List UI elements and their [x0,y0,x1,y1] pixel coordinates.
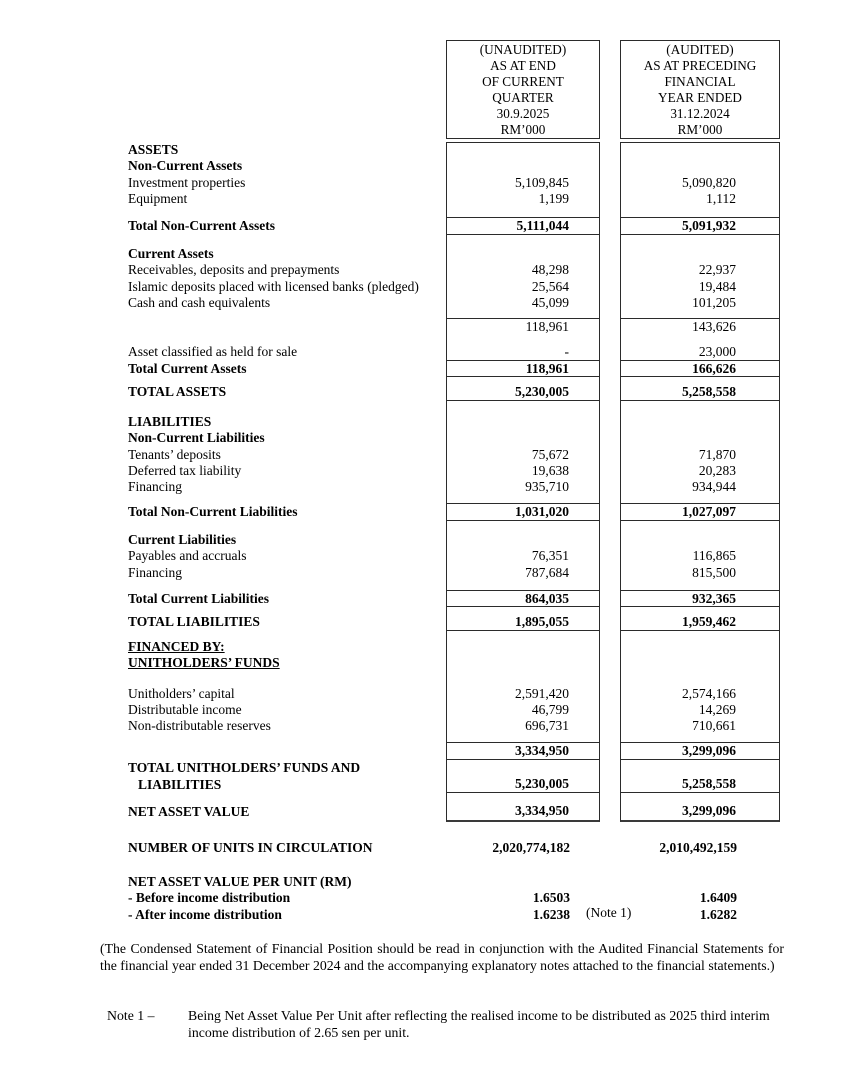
value-preceding: 1,959,462 [620,613,780,631]
value-preceding: 71,870 [620,447,780,463]
row-total-non-current-assets [0,217,849,235]
value-preceding: 22,937 [620,262,780,278]
statement-footnote: (The Condensed Statement of Financial Position should be read in conjunction with the Audited Financial Statements for the financial year ended 31 December 2024 and the accompanying explanatory notes attached to the financial statements.) [100,941,784,974]
row-label: Total Non-Current Assets [128,218,276,234]
row-units-in-circulation [0,840,849,857]
statement-table [0,142,849,923]
value-current: 1,895,055 [446,613,600,631]
row-label: Receivables, deposits and prepayments [128,262,340,278]
value-current: 118,961 [446,318,600,335]
row-label: Equipment [128,191,188,207]
value-preceding: 2,010,492,159 [659,840,737,856]
spacer-row [0,401,849,414]
header-line: FINANCIAL [664,74,736,90]
row-label: Total Current Assets [128,360,247,376]
section-heading: UNITHOLDERS’ FUNDS [128,655,280,671]
row-unitholders-capital [0,686,849,702]
row-label: Total Non-Current Liabilities [128,504,298,520]
row-label: Payables and accruals [128,548,247,564]
value-current: 76,351 [446,548,600,564]
spacer-row [0,581,849,590]
row-net-asset-value [0,802,849,822]
row-label: Deferred tax liability [128,462,242,478]
header-line: AS AT PRECEDING [643,58,757,74]
row-tenants-deposits [0,447,849,463]
subsection-heading: Non-Current Assets [128,158,243,174]
row-label: - Before income distribution [128,890,291,906]
row-total-current-liabilities [0,590,849,608]
spacer-row [0,734,849,742]
value-preceding: 1.6409 [699,890,737,906]
spacer-row [0,495,849,503]
value-preceding: 5,258,558 [620,776,780,793]
row-unitholders-funds-heading [0,655,849,671]
row-nav-after-distribution [0,906,849,922]
row-label: Financing [128,564,182,580]
value-current: 864,035 [446,590,600,608]
value-current: 45,099 [446,295,600,311]
value-preceding: 5,091,932 [620,217,780,235]
spacer-row [0,335,849,344]
spacer-row [0,793,849,802]
note-1-reference: (Note 1) [586,905,632,920]
spacer-row [0,631,849,639]
header-currency-unit: RM’000 [677,122,723,138]
subsection-heading: Current Assets [128,246,214,262]
row-financed-by-heading [0,639,849,655]
row-label: TOTAL ASSETS [128,384,227,400]
row-financing-current [0,565,849,581]
spacer-row [0,521,849,532]
value-preceding: 5,258,558 [620,383,780,401]
row-islamic-deposits [0,279,849,295]
row-label: LIABILITIES [138,776,222,792]
row-label: Unitholders’ capital [128,685,235,701]
value-preceding: 143,626 [620,318,780,335]
row-investment-properties [0,175,849,191]
header-currency-unit: RM’000 [500,122,546,138]
note-1 [107,1007,788,1041]
value-current: 696,731 [446,718,600,734]
value-current: 2,020,774,182 [492,840,570,856]
value-current: 1.6238 [532,906,570,922]
value-current: 787,684 [446,565,600,581]
value-preceding: 1.6282 [699,906,737,922]
value-current: 25,564 [446,279,600,295]
row-label: Tenants’ deposits [128,446,221,462]
value-preceding: 14,269 [620,702,780,718]
row-label: TOTAL UNITHOLDERS’ FUNDS AND [128,760,361,776]
row-current-assets-heading [0,246,849,262]
row-current-liabilities-heading [0,532,849,548]
value-preceding: 3,299,096 [620,742,780,760]
value-current: 3,334,950 [446,802,600,822]
section-heading: LIABILITIES [128,414,212,430]
value-preceding: 1,112 [620,191,780,207]
value-preceding: 1,027,097 [620,503,780,521]
header-line: YEAR ENDED [658,90,742,106]
row-asset-held-for-sale [0,344,849,360]
value-preceding: 2,574,166 [620,686,780,702]
preceding-year-column-header [620,40,780,139]
header-line: (AUDITED) [666,42,734,57]
value-current: 1,199 [446,191,600,207]
row-non-current-liabilities-heading [0,430,849,446]
spacer-row [0,822,849,840]
row-total-current-assets [0,360,849,377]
value-preceding: 19,484 [620,279,780,295]
row-current-assets-subtotal [0,318,849,335]
value-current: 5,111,044 [446,217,600,235]
header-line: AS AT END [490,58,556,74]
row-unitholders-funds-subtotal [0,742,849,760]
spacer-row [0,857,849,874]
section-heading: NET ASSET VALUE PER UNIT (RM) [128,874,352,890]
value-current: 48,298 [446,262,600,278]
row-total-liabilities [0,613,849,631]
row-label: Investment properties [128,174,246,190]
value-preceding: 166,626 [620,360,780,377]
spacer-row [0,311,849,318]
value-current: 5,230,005 [446,776,600,793]
note-1-label: Note 1 – [107,1008,155,1023]
value-current: 5,109,845 [446,175,600,191]
value-preceding: 710,661 [620,718,780,734]
spacer-row [0,672,849,686]
value-preceding: 3,299,096 [620,802,780,822]
value-preceding: 101,205 [620,295,780,311]
value-current: 1.6503 [532,890,570,906]
value-preceding: 5,090,820 [620,175,780,191]
row-liabilities-heading [0,414,849,430]
value-current: 5,230,005 [446,383,600,401]
value-preceding: 932,365 [620,590,780,608]
row-payables [0,548,849,564]
value-preceding: 116,865 [620,548,780,564]
row-label: Asset classified as held for sale [128,344,298,360]
value-current: 2,591,420 [446,686,600,702]
row-label: Financing [128,479,182,495]
row-receivables [0,262,849,278]
value-current: 19,638 [446,463,600,479]
header-date: 31.12.2024 [670,106,730,122]
row-label: Cash and cash equivalents [128,295,271,311]
note-1-text: Being Net Asset Value Per Unit after reflecting the realised income to be distributed as 2025 third interim income distribution of 2.65 sen per unit. [188,1008,770,1041]
value-current: 3,334,950 [446,742,600,760]
row-distributable-income [0,702,849,718]
value-preceding: 815,500 [620,565,780,581]
section-heading: ASSETS [128,142,179,158]
value-preceding: 23,000 [620,344,780,360]
subsection-heading: Current Liabilities [128,532,237,548]
current-quarter-column-header [446,40,600,139]
value-preceding: 934,944 [620,479,780,495]
row-deferred-tax [0,463,849,479]
row-non-distributable-reserves [0,718,849,734]
row-label: NUMBER OF UNITS IN CIRCULATION [128,840,373,856]
row-label: - After income distribution [128,906,282,922]
value-current: 1,031,020 [446,503,600,521]
header-line: OF CURRENT [482,74,564,90]
row-total-funds-and-liabilities-line2 [0,776,849,793]
row-total-non-current-liabilities [0,503,849,521]
header-line: (UNAUDITED) [479,42,567,57]
row-cash-equivalents [0,295,849,311]
value-current: - [446,344,600,360]
value-current: 118,961 [446,360,600,377]
row-label: Islamic deposits placed with licensed banks (pledged) [128,278,419,294]
value-current: 46,799 [446,702,600,718]
row-label: Total Current Liabilities [128,590,270,606]
row-label: TOTAL LIABILITIES [128,614,260,630]
spacer-row [0,235,849,246]
subsection-heading: Non-Current Liabilities [128,430,265,446]
row-nav-before-distribution [0,890,849,906]
row-assets-heading [0,142,849,158]
row-total-assets [0,383,849,401]
row-equipment [0,191,849,207]
row-nav-per-unit-heading [0,874,849,890]
row-label: Distributable income [128,701,242,717]
header-date: 30.9.2025 [496,106,550,122]
value-current: 75,672 [446,447,600,463]
row-label: Non-distributable reserves [128,718,271,734]
section-heading: FINANCED BY: [128,639,225,655]
row-financing-non-current [0,479,849,495]
value-preceding: 20,283 [620,463,780,479]
value-current: 935,710 [446,479,600,495]
row-total-funds-and-liabilities-line1 [0,760,849,776]
header-line: QUARTER [492,90,554,106]
spacer-row [0,207,849,217]
row-non-current-assets-heading [0,158,849,174]
row-label: NET ASSET VALUE [128,804,250,820]
